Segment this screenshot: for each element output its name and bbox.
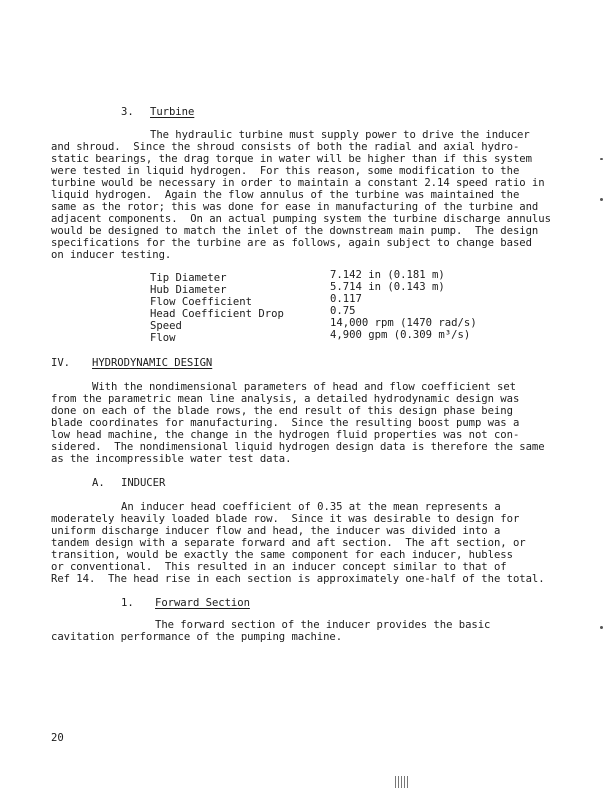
turbine-paragraph-line: specifications for the turbine are as follows, again subject to change based — [51, 237, 532, 249]
turbine-paragraph-line: adjacent components. On an actual pumping system the turbine discharge annulus — [51, 213, 551, 225]
section-iv-paragraph-line: low head machine, the change in the hydrogen fluid properties was not con- — [51, 429, 520, 441]
inducer-paragraph-line: tandem design with a separate forward and aft section. The aft section, or — [51, 537, 526, 549]
turbine-heading-title: Turbine — [150, 106, 195, 118]
section-iv-paragraph-line: sidered. The nondimensional liquid hydrogen design data is therefore the same — [51, 441, 545, 453]
inducer-paragraph-line: uniform discharge inducer flow and head, the inducer was divided into a — [51, 525, 501, 537]
spec-value: 5.714 in (0.143 m) — [330, 281, 445, 293]
forward-section-paragraph-line: The forward section of the inducer provides the basic — [155, 619, 491, 631]
spec-value: 7.142 in (0.181 m) — [330, 269, 445, 281]
scan-mark — [395, 776, 409, 788]
turbine-paragraph-line: The hydraulic turbine must supply power to drive the inducer — [150, 129, 530, 141]
inducer-paragraph-line: transition, would be exactly the same component for each inducer, hubless — [51, 549, 513, 561]
spec-label: Flow — [150, 332, 176, 344]
spec-value: 0.75 — [330, 305, 356, 317]
section-iv-paragraph-line: from the parametric mean line analysis, a detailed hydrodynamic design was — [51, 393, 520, 405]
turbine-paragraph-line: static bearings, the drag torque in water will be higher than if this system — [51, 153, 532, 165]
spec-value: 14,000 rpm (1470 rad/s) — [330, 317, 477, 329]
spec-value: 4,900 gpm (0.309 m³/s) — [330, 329, 471, 341]
turbine-paragraph-line: would be designed to match the inlet of the downstream main pump. The design — [51, 225, 539, 237]
inducer-paragraph-line: An inducer head coefficient of 0.35 at the mean represents a — [121, 501, 501, 513]
scan-edge — [600, 0, 610, 792]
turbine-paragraph-line: turbine would be necessary in order to maintain a constant 2.14 speed ratio in — [51, 177, 545, 189]
turbine-paragraph-line: liquid hydrogen. Again the flow annulus of the turbine was maintained the — [51, 189, 520, 201]
inducer-paragraph-line: moderately heavily loaded blade row. Since it was desirable to design for — [51, 513, 520, 525]
section-iv-paragraph-line: as the incompressible water test data. — [51, 453, 292, 465]
inducer-paragraph-line: Ref 14. The head rise in each section is approximately one-half of the total. — [51, 573, 545, 585]
section-iv-number: IV. — [51, 357, 70, 369]
section-iv-paragraph-line: With the nondimensional parameters of head and flow coefficient set — [92, 381, 516, 393]
page-number: 20 — [51, 732, 64, 744]
forward-section-title: Forward Section — [155, 597, 250, 609]
scan-speck — [600, 158, 603, 160]
spec-label: Speed — [150, 320, 182, 332]
turbine-paragraph-line: and shroud. Since the shroud consists of both the radial and axial hydro- — [51, 141, 520, 153]
turbine-paragraph-line: on inducer testing. — [51, 249, 172, 261]
spec-value: 0.117 — [330, 293, 362, 305]
inducer-title: INDUCER — [121, 477, 166, 489]
spec-label: Tip Diameter — [150, 272, 227, 284]
turbine-heading-number: 3. — [121, 106, 134, 118]
section-iv-paragraph-line: blade coordinates for manufacturing. Since the resulting boost pump was a — [51, 417, 520, 429]
scan-speck — [600, 626, 603, 629]
forward-section-number: 1. — [121, 597, 134, 609]
section-iv-paragraph-line: done on each of the blade rows, the end result of this design phase being — [51, 405, 513, 417]
section-iv-title: HYDRODYNAMIC DESIGN — [92, 357, 213, 369]
turbine-paragraph-line: were tested in liquid hydrogen. For this reason, some modification to the — [51, 165, 520, 177]
spec-label: Head Coefficient Drop — [150, 308, 284, 320]
spec-label: Flow Coefficient — [150, 296, 253, 308]
scan-speck — [600, 198, 603, 201]
inducer-letter: A. — [92, 477, 105, 489]
turbine-paragraph-line: same as the rotor; this was done for ease in manufacturing of the turbine and — [51, 201, 539, 213]
forward-section-paragraph-line: cavitation performance of the pumping machine. — [51, 631, 343, 643]
inducer-paragraph-line: or conventional. This resulted in an inducer concept similar to that of — [51, 561, 507, 573]
spec-label: Hub Diameter — [150, 284, 227, 296]
